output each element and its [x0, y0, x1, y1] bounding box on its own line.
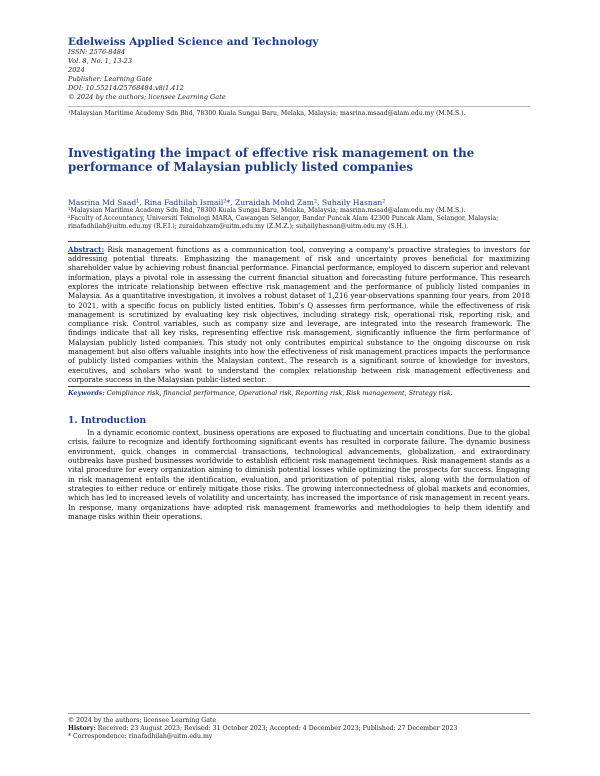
history-label: History:	[68, 725, 96, 733]
keywords	[68, 389, 530, 397]
affiliation-2: ²Faculty of Accountancy, Universiti Teknologi MARA, Cawangan Selangor, Bandar Puncak Alam 42300 Puncak Alam, Selangor, Malaysia; rinafadhilah@uitm.edu.my (R.F.I.); zuraidahzam@uitm.edu.my (Z.M.Z.); suhailyhasnan@uitm.edu.my (S.H.).	[68, 214, 499, 231]
history-text: Received: 23 August 2023; Revised: 31 October 2023; Accepted: 4 December 2023; Published: 27 December 2023	[95, 725, 458, 733]
year: 2024	[68, 66, 85, 74]
footer-history	[68, 725, 530, 733]
affiliations	[68, 207, 530, 232]
publisher: Publisher: Learning Gate	[68, 75, 153, 83]
divider	[68, 106, 530, 107]
journal-meta	[68, 48, 530, 102]
footer	[68, 713, 530, 742]
issn: ISSN: 2576-8484	[68, 48, 126, 56]
affiliation-1: ¹Malaysian Maritime Academy Sdn Bhd, 78300 Kuala Sungai Baru, Melaka, Malaysia; masrina.msaad@alam.edu.my (M.M.S.).	[68, 206, 466, 214]
intro-heading: 1. Introduction	[68, 415, 147, 427]
keywords-text: Compliance risk, financial performance, Operational risk, Reporting risk, Risk management, Strategy risk.	[104, 389, 453, 398]
paper-page	[68, 36, 530, 521]
top-affiliation: ¹Malaysian Maritime Academy Sdn Bhd, 78300 Kuala Sungai Baru, Melaka, Malaysia; masrina.msaad@alam.edu.my (M.M.S.).	[68, 110, 466, 117]
abstract	[68, 241, 530, 387]
paper-title: Investigating the impact of effective risk management on the performance of Malaysian publicly listed companies	[68, 145, 475, 174]
footer-copyright: © 2024 by the authors; licensee Learning Gate	[68, 717, 217, 724]
abstract-text: Risk management functions as a communication tool, conveying a company's proactive strategies to investors for addressing potential threats. Emphasizing the management of risk and uncertainty proves beneficial for maximizing shareholder value by achieving robust financial performance. Financial performance, employed to discern superior and relevant information, plays a pivotal role in assessing the current financial situation and forecasting future performance. This research explores the intricate relationship between effective risk management and the performance of publicly listed companies in Malaysia. As a quantitative investigation, it involves a robust dataset of 1,216 year-observations spanning four years, from 2018 to 2021, with a specific focus on publicly listed entities. Tobin's Q assesses firm performance, while the effectiveness of risk management is scrutinized by evaluating key risk objectives, including strategy risk, operational risk, reporting risk, and compliance risk. Control variables, such as company size and leverage, are integrated into the research framework. The findings indicate that all key risks, representing effective risk management, significantly influence the firm performance of Malaysian publicly listed companies. This study not only contributes empirical substance to the ongoing discourse on risk management but also offers valuable insights into how the effectiveness of risk management practices impacts the performance of publicly listed companies within the Malaysian context. The research is a significant source of knowledge for investors, executives, and scholars who want to understand the complex relationship between risk management effectiveness and corporate success in the Malaysian public-listed sector.	[68, 244, 530, 384]
abstract-label: Abstract:	[68, 244, 105, 254]
journal-name: Edelweiss Applied Science and Technology	[68, 36, 319, 48]
correspondence: * Correspondence: rinafadhilah@uitm.edu.my	[68, 733, 213, 741]
keywords-label: Keywords:	[68, 389, 105, 398]
intro-text: In a dynamic economic context, business operations are exposed to fluctuating and uncertain conditions. Due to the global crisis, failure to recognize and identify forthcoming significant events has resulted in corporate failure. The dynamic business environment, quick changes in commercial transactions, technological advancements, globalization, and extraordinary outbreaks have pushed businesses worldwide to establish efficient risk management techniques. Risk management stands as a vital procedure for every organization aiming to diminish potential losses while optimizing the prospects for success. Engaging in risk management entails the identification, evaluation, and prioritization of potential risks, along with the formulation of strategies to either reduce or entirely mitigate those risks. The growing interconnectedness of global markets and economies, which has led to increased levels of volatility and uncertainty, has increased the importance of risk management in recent years. In response, many organizations have adopted risk management frameworks and methodologies to help them identify and manage risks within their operations.	[68, 428, 530, 521]
doi: DOI: 10.55214/25768484.v8i1.412	[68, 84, 184, 92]
authors: Masrina Md Saad¹, Rina Fadhilah Ismail²*, Zuraidah Mohd Zam², Suhaily Hasnan²	[68, 197, 386, 207]
volume: Vol. 8, No. 1, 13-23	[68, 57, 133, 65]
copyright: © 2024 by the authors; licensee Learning Gate	[68, 93, 226, 101]
